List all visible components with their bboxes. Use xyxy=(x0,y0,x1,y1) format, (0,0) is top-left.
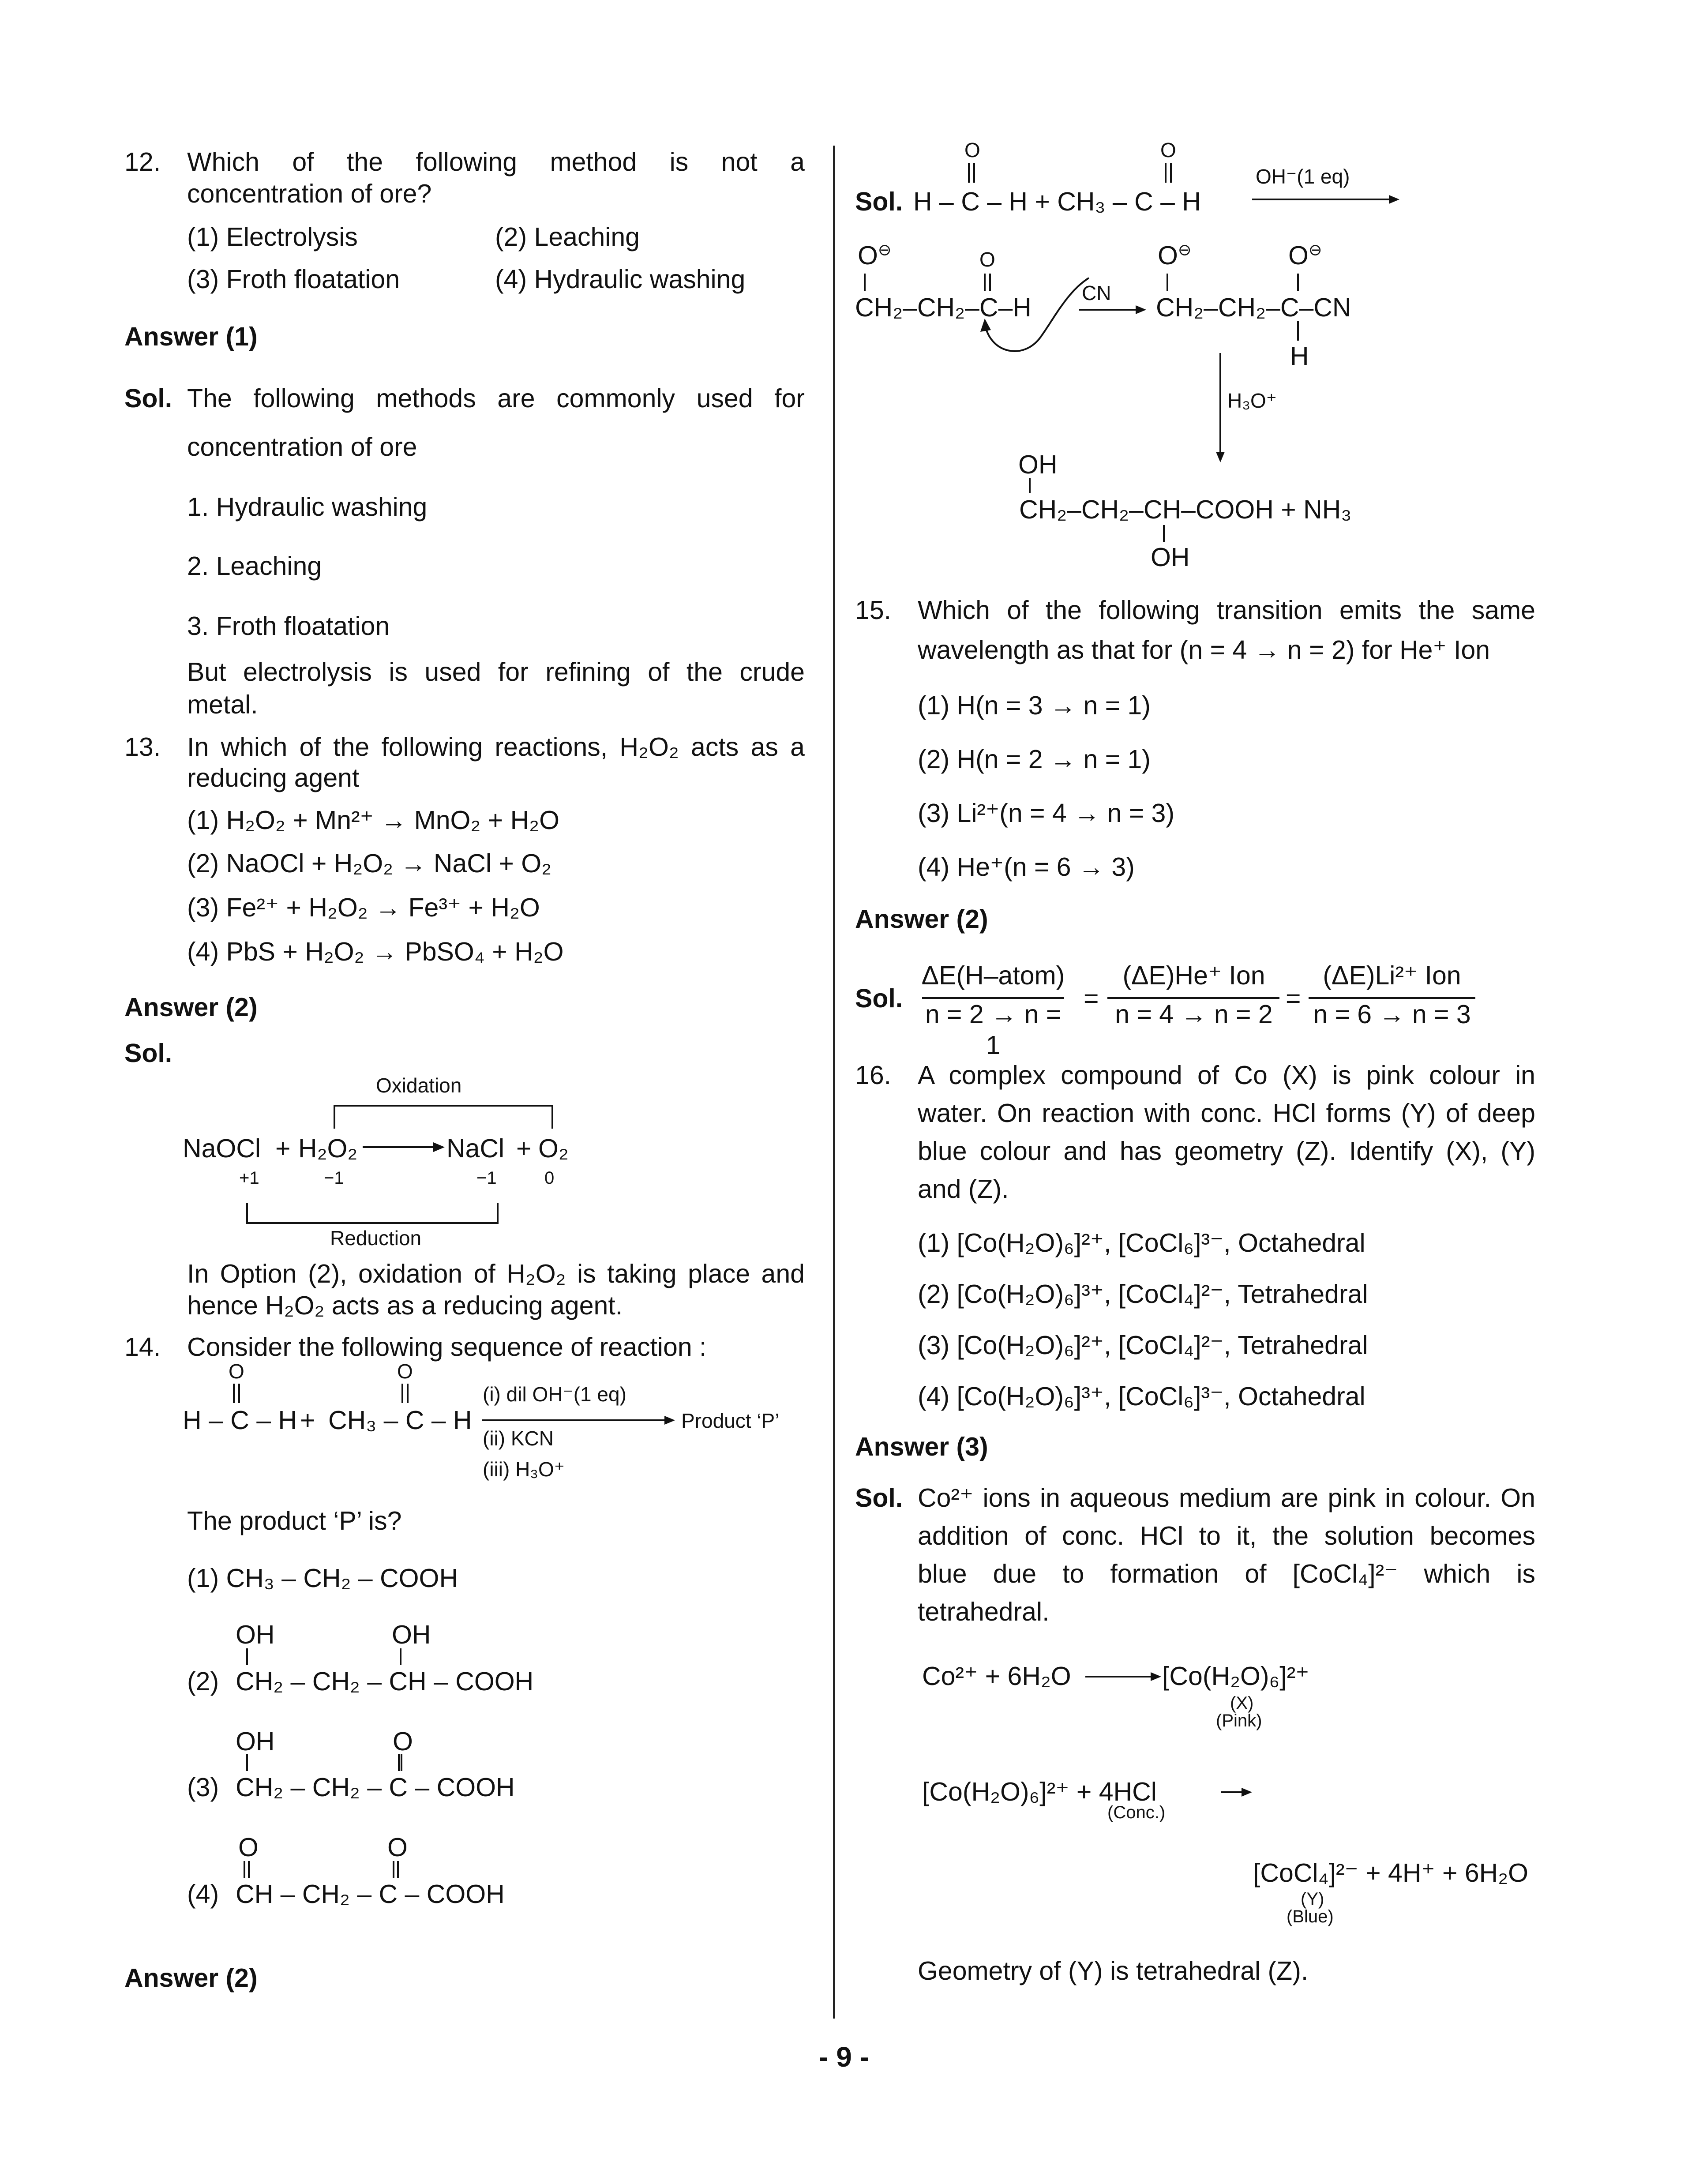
equation-left: [Co(H₂O)₆]²⁺ + 4HCl xyxy=(922,1777,1157,1806)
reactant-h2o2: H₂O₂ xyxy=(298,1134,358,1163)
option-label: (4) xyxy=(187,1880,219,1909)
reactant-hcho: H – C – H xyxy=(183,1406,297,1435)
fraction-denominator: n = 6 → n = 3 xyxy=(1313,1000,1471,1029)
option: (4) PbS + H₂O₂ → PbSO₄ + H₂O xyxy=(187,937,564,966)
label-x: (X) xyxy=(1230,1693,1254,1713)
question-text: blue colour and has geometry (Z). Identify (X), (Y) xyxy=(918,1137,1535,1166)
question-text: concentration of ore? xyxy=(187,179,432,208)
sol-label: Sol. xyxy=(124,1039,173,1068)
option: (4) Hydraulic washing xyxy=(495,265,746,294)
carbonyl-o: O xyxy=(229,1360,244,1383)
substituent: O xyxy=(393,1727,413,1756)
option: (4) [Co(H₂O)₆]³⁺, [CoCl₆]³⁻, Octahedral xyxy=(918,1382,1365,1411)
reagent: (iii) H₃O⁺ xyxy=(483,1458,565,1481)
reagent-h3o: H₃O⁺ xyxy=(1227,389,1277,412)
question-text: and (Z). xyxy=(918,1175,1009,1204)
label-blue: (Blue) xyxy=(1287,1907,1334,1926)
product-o2: O₂ xyxy=(538,1134,569,1163)
answer: Answer (1) xyxy=(124,322,258,351)
reagent: (i) dil OH⁻(1 eq) xyxy=(483,1383,626,1406)
reaction-line: H – C – H + CH₃ – C – H xyxy=(913,187,1201,216)
question-text: Which of the following transition emits the same xyxy=(918,596,1535,625)
carbonyl-o: O xyxy=(964,139,980,161)
option: (3) Froth floatation xyxy=(187,265,400,294)
sol-label: Sol. xyxy=(855,187,903,216)
method-item: 2. Leaching xyxy=(187,552,322,581)
solution-text: concentration of ore xyxy=(187,432,417,462)
reagent: (ii) KCN xyxy=(483,1427,554,1450)
question-text: Which of the following method is not a xyxy=(187,147,805,176)
option: (3) Fe²⁺ + H₂O₂ → Fe³⁺ + H₂O xyxy=(187,893,540,922)
carbonyl-o: O xyxy=(1160,139,1176,161)
question-text: Consider the following sequence of reaction : xyxy=(187,1332,707,1362)
product-nacl: NaCl xyxy=(446,1134,505,1163)
reactant-ch3cho: CH₃ – C – H xyxy=(328,1406,472,1435)
label-y: (Y) xyxy=(1301,1889,1324,1909)
reagent: OH⁻(1 eq) xyxy=(1256,165,1350,188)
fraction-denominator: n = 2 → n = 1 xyxy=(925,1000,1062,1060)
option-label: (3) xyxy=(187,1773,219,1802)
equals-sign: = xyxy=(1084,984,1099,1013)
hydrogen: H xyxy=(1290,341,1309,371)
ox-state: −1 xyxy=(476,1168,497,1188)
solution-text: addition of conc. HCl to it, the solution becomes xyxy=(918,1521,1535,1550)
answer: Answer (3) xyxy=(855,1432,988,1461)
option: (2) H(n = 2 → n = 1) xyxy=(918,745,1151,774)
substituent: O xyxy=(387,1833,408,1862)
solution-text: tetrahedral. xyxy=(918,1597,1050,1626)
question-number: 15. xyxy=(855,596,892,625)
sol-label: Sol. xyxy=(124,384,173,413)
option: (2) NaOCl + H₂O₂ → NaCl + O₂ xyxy=(187,849,552,878)
substituent: OH xyxy=(392,1620,431,1649)
reactant-nocl: NaOCl xyxy=(183,1134,261,1163)
solution-text: Co²⁺ ions in aqueous medium are pink in colour. On xyxy=(918,1483,1535,1512)
product-label: Product ‘P’ xyxy=(681,1409,780,1432)
carbonyl-o: O xyxy=(979,248,995,271)
option-label: (2) xyxy=(187,1667,219,1696)
answer: Answer (2) xyxy=(855,904,988,934)
option: (1) Electrolysis xyxy=(187,222,358,251)
oxidation-label: Oxidation xyxy=(376,1074,462,1097)
hydroxyl: OH xyxy=(1151,543,1190,572)
substituent: O xyxy=(238,1833,259,1862)
option: (1) H(n = 3 → n = 1) xyxy=(918,691,1151,720)
solution-text: hence H₂O₂ acts as a reducing agent. xyxy=(187,1291,623,1320)
question-text: wavelength as that for (n = 4 → n = 2) for He⁺ Ion xyxy=(918,635,1490,664)
question-number: 14. xyxy=(124,1332,161,1362)
option: (4) He⁺(n = 6 → 3) xyxy=(918,852,1135,882)
cyanide: CN xyxy=(1082,281,1111,304)
label-conc: (Conc.) xyxy=(1107,1803,1166,1822)
substituent: OH xyxy=(236,1620,275,1649)
ox-state: +1 xyxy=(239,1168,259,1188)
solution-text: The following methods are commonly used for xyxy=(187,384,805,413)
question-text: water. On reaction with conc. HCl forms (Y) of deep xyxy=(918,1099,1535,1128)
plus-sign: + xyxy=(275,1134,291,1163)
question-text: A complex compound of Co (X) is pink colour in xyxy=(918,1061,1535,1090)
sol-label: Sol. xyxy=(855,1483,903,1512)
sol-label: Sol. xyxy=(855,984,903,1013)
fraction-numerator: ΔE(H–atom) xyxy=(921,961,1065,990)
question-text: reducing agent xyxy=(187,763,360,792)
question-number: 12. xyxy=(124,147,161,176)
answer: Answer (2) xyxy=(124,993,258,1022)
option-formula: CH₂ – CH₂ – C – COOH xyxy=(236,1773,515,1802)
option: (3) Li²⁺(n = 4 → n = 3) xyxy=(918,799,1175,828)
hydroxyl: OH xyxy=(1018,450,1058,479)
solution-text: metal. xyxy=(187,690,258,719)
solution-text: Geometry of (Y) is tetrahedral (Z). xyxy=(918,1956,1309,1985)
option: (2) Leaching xyxy=(495,222,640,251)
substituent: OH xyxy=(236,1727,275,1756)
solution-text: In Option (2), oxidation of H₂O₂ is taking place and xyxy=(187,1259,805,1288)
equation-right: [CoCl₄]²⁻ + 4H⁺ + 6H₂O xyxy=(1253,1858,1529,1888)
page-number: - 9 - xyxy=(819,2041,869,2073)
method-item: 3. Froth floatation xyxy=(187,612,390,641)
plus-sign: + xyxy=(516,1134,532,1163)
question-number: 13. xyxy=(124,732,161,762)
option: (3) [Co(H₂O)₆]²⁺, [CoCl₄]²⁻, Tetrahedral xyxy=(918,1331,1368,1360)
equals-sign: = xyxy=(1286,984,1301,1013)
equation-left: Co²⁺ + 6H₂O xyxy=(922,1662,1071,1691)
solution-text: But electrolysis is used for refining of the crude xyxy=(187,657,805,687)
option: (2) [Co(H₂O)₆]³⁺, [CoCl₄]²⁻, Tetrahedral xyxy=(918,1280,1368,1309)
question-number: 16. xyxy=(855,1061,892,1090)
carbonyl-o: O xyxy=(397,1360,413,1383)
option-formula: CH₂ – CH₂ – CH – COOH xyxy=(236,1667,534,1696)
plus-sign: + xyxy=(300,1406,315,1435)
reduction-label: Reduction xyxy=(330,1227,422,1250)
option: (1) H₂O₂ + Mn²⁺ → MnO₂ + H₂O xyxy=(187,806,559,835)
ox-state: 0 xyxy=(544,1168,555,1188)
ox-state: −1 xyxy=(324,1168,344,1188)
question-text: The product ‘P’ is? xyxy=(187,1506,402,1535)
oxyanion: O⊖ xyxy=(1158,240,1192,270)
option: (1) CH₃ – CH₂ – COOH xyxy=(187,1564,458,1593)
final-product: CH₂–CH₂–CH–COOH + NH₃ xyxy=(1019,495,1352,524)
intermediate-left: CH₂–CH₂–C–H xyxy=(855,293,1032,322)
fraction-denominator: n = 4 → n = 2 xyxy=(1115,1000,1273,1029)
option: (1) [Co(H₂O)₆]²⁺, [CoCl₆]³⁻, Octahedral xyxy=(918,1228,1365,1257)
question-text: In which of the following reactions, H₂O₂ acts as a xyxy=(187,732,805,762)
label-pink: (Pink) xyxy=(1216,1711,1262,1730)
solution-text: blue due to formation of [CoCl₄]²⁻ which is xyxy=(918,1559,1535,1588)
fraction-numerator: (ΔE)Li²⁺ Ion xyxy=(1323,961,1461,990)
equation-right: [Co(H₂O)₆]²⁺ xyxy=(1162,1662,1309,1691)
answer: Answer (2) xyxy=(124,1963,258,1993)
option-formula: CH – CH₂ – C – COOH xyxy=(236,1880,505,1909)
method-item: 1. Hydraulic washing xyxy=(187,492,428,522)
intermediate-right: CH₂–CH₂–C–CN xyxy=(1156,293,1351,322)
oxyanion: O⊖ xyxy=(1288,240,1322,270)
fraction-numerator: (ΔE)He⁺ Ion xyxy=(1122,961,1265,990)
oxyanion: O⊖ xyxy=(858,240,892,270)
